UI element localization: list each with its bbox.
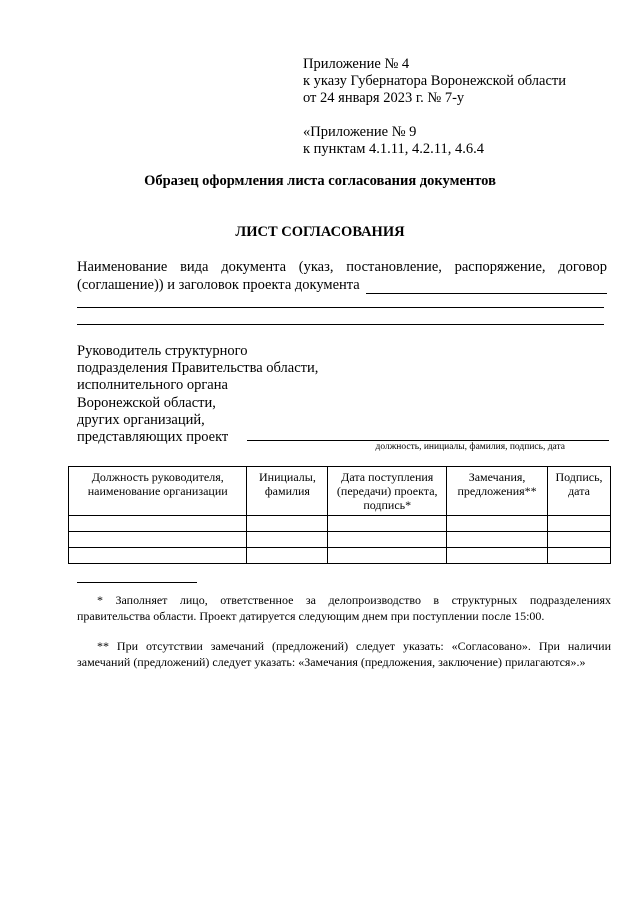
annex-points-line: к пунктам 4.1.11, 4.2.11, 4.6.4 (303, 141, 484, 157)
sheet-title: ЛИСТ СОГЛАСОВАНИЯ (235, 224, 405, 240)
table-row (69, 548, 611, 564)
naming-word: (указ, (298, 259, 334, 275)
document-title-fill-line (366, 280, 607, 294)
col-name: Инициалы, фамилия (247, 467, 328, 516)
naming-word: Наименование (77, 259, 168, 275)
head-line: Руководитель структурного (77, 343, 248, 359)
table-cell (69, 516, 247, 532)
table-row (69, 516, 611, 532)
table-cell (328, 532, 447, 548)
signature-line (247, 440, 609, 441)
table-header-row (69, 467, 611, 516)
table-cell (447, 516, 548, 532)
naming-word: постановление, (346, 259, 442, 275)
table-cell (247, 516, 328, 532)
head-line: Воронежской области, (77, 394, 216, 411)
footnote-separator (77, 582, 197, 583)
document-naming (77, 258, 607, 294)
head-line: других организаций, (77, 411, 205, 428)
footnote-1: * Заполняет лицо, ответственное за делопроизводство в структурных подразделениях правительства области. Проект датируется следующим днем при поступлении после 15:00. (77, 593, 611, 623)
head-line: подразделения Правительства области, (77, 360, 319, 377)
col-remarks: Замечания, предложения** (447, 467, 548, 516)
table-cell (247, 532, 328, 548)
naming-word: вида (180, 259, 209, 275)
naming-word: распоряжение, (454, 259, 546, 275)
naming-line-2-text: (соглашение)) и заголовок проекта документа (77, 277, 360, 293)
header-date-line: от 24 января 2023 г. № 7-у (303, 90, 465, 106)
table-cell (548, 548, 611, 564)
table-cell (328, 548, 447, 564)
col-signature-date: Подпись, дата (548, 467, 611, 516)
table-cell (69, 548, 247, 564)
table-cell (69, 532, 247, 548)
fill-line (77, 307, 604, 308)
sample-title: Образец оформления листа согласования документов (144, 173, 496, 189)
fill-line (77, 324, 604, 325)
table-cell (328, 516, 447, 532)
naming-word: договор (558, 259, 607, 275)
naming-word: документа (221, 259, 287, 275)
naming-line-2 (77, 276, 607, 294)
header-block (303, 56, 623, 107)
header-decree-line: к указу Губернатора Воронежской области (303, 73, 566, 89)
head-line: представляющих проект (77, 429, 229, 446)
col-received-date: Дата поступления (передачи) проекта, подпись* (328, 467, 447, 516)
table-row (69, 532, 611, 548)
head-line: исполнительного органа (77, 377, 228, 394)
naming-line-1 (77, 258, 607, 276)
table-cell (548, 532, 611, 548)
col-position: Должность руководителя, наименование организации (69, 467, 247, 516)
table-cell (447, 548, 548, 564)
head-block (77, 343, 337, 446)
signature-caption: должность, инициалы, фамилия, подпись, дата (375, 442, 565, 452)
footnote-2: ** При отсутствии замечаний (предложений) следует указать: «Согласовано». При наличии замечаний (предложений) следует указать: «Замечания (предложения, заключение) прилагаются».» (77, 639, 611, 669)
annex-block (303, 124, 623, 158)
table-cell (447, 532, 548, 548)
annex-number-line: «Приложение № 9 (303, 124, 417, 140)
table-cell (548, 516, 611, 532)
header-annex-line: Приложение № 4 (303, 56, 410, 72)
approval-table (68, 466, 611, 564)
table-cell (247, 548, 328, 564)
